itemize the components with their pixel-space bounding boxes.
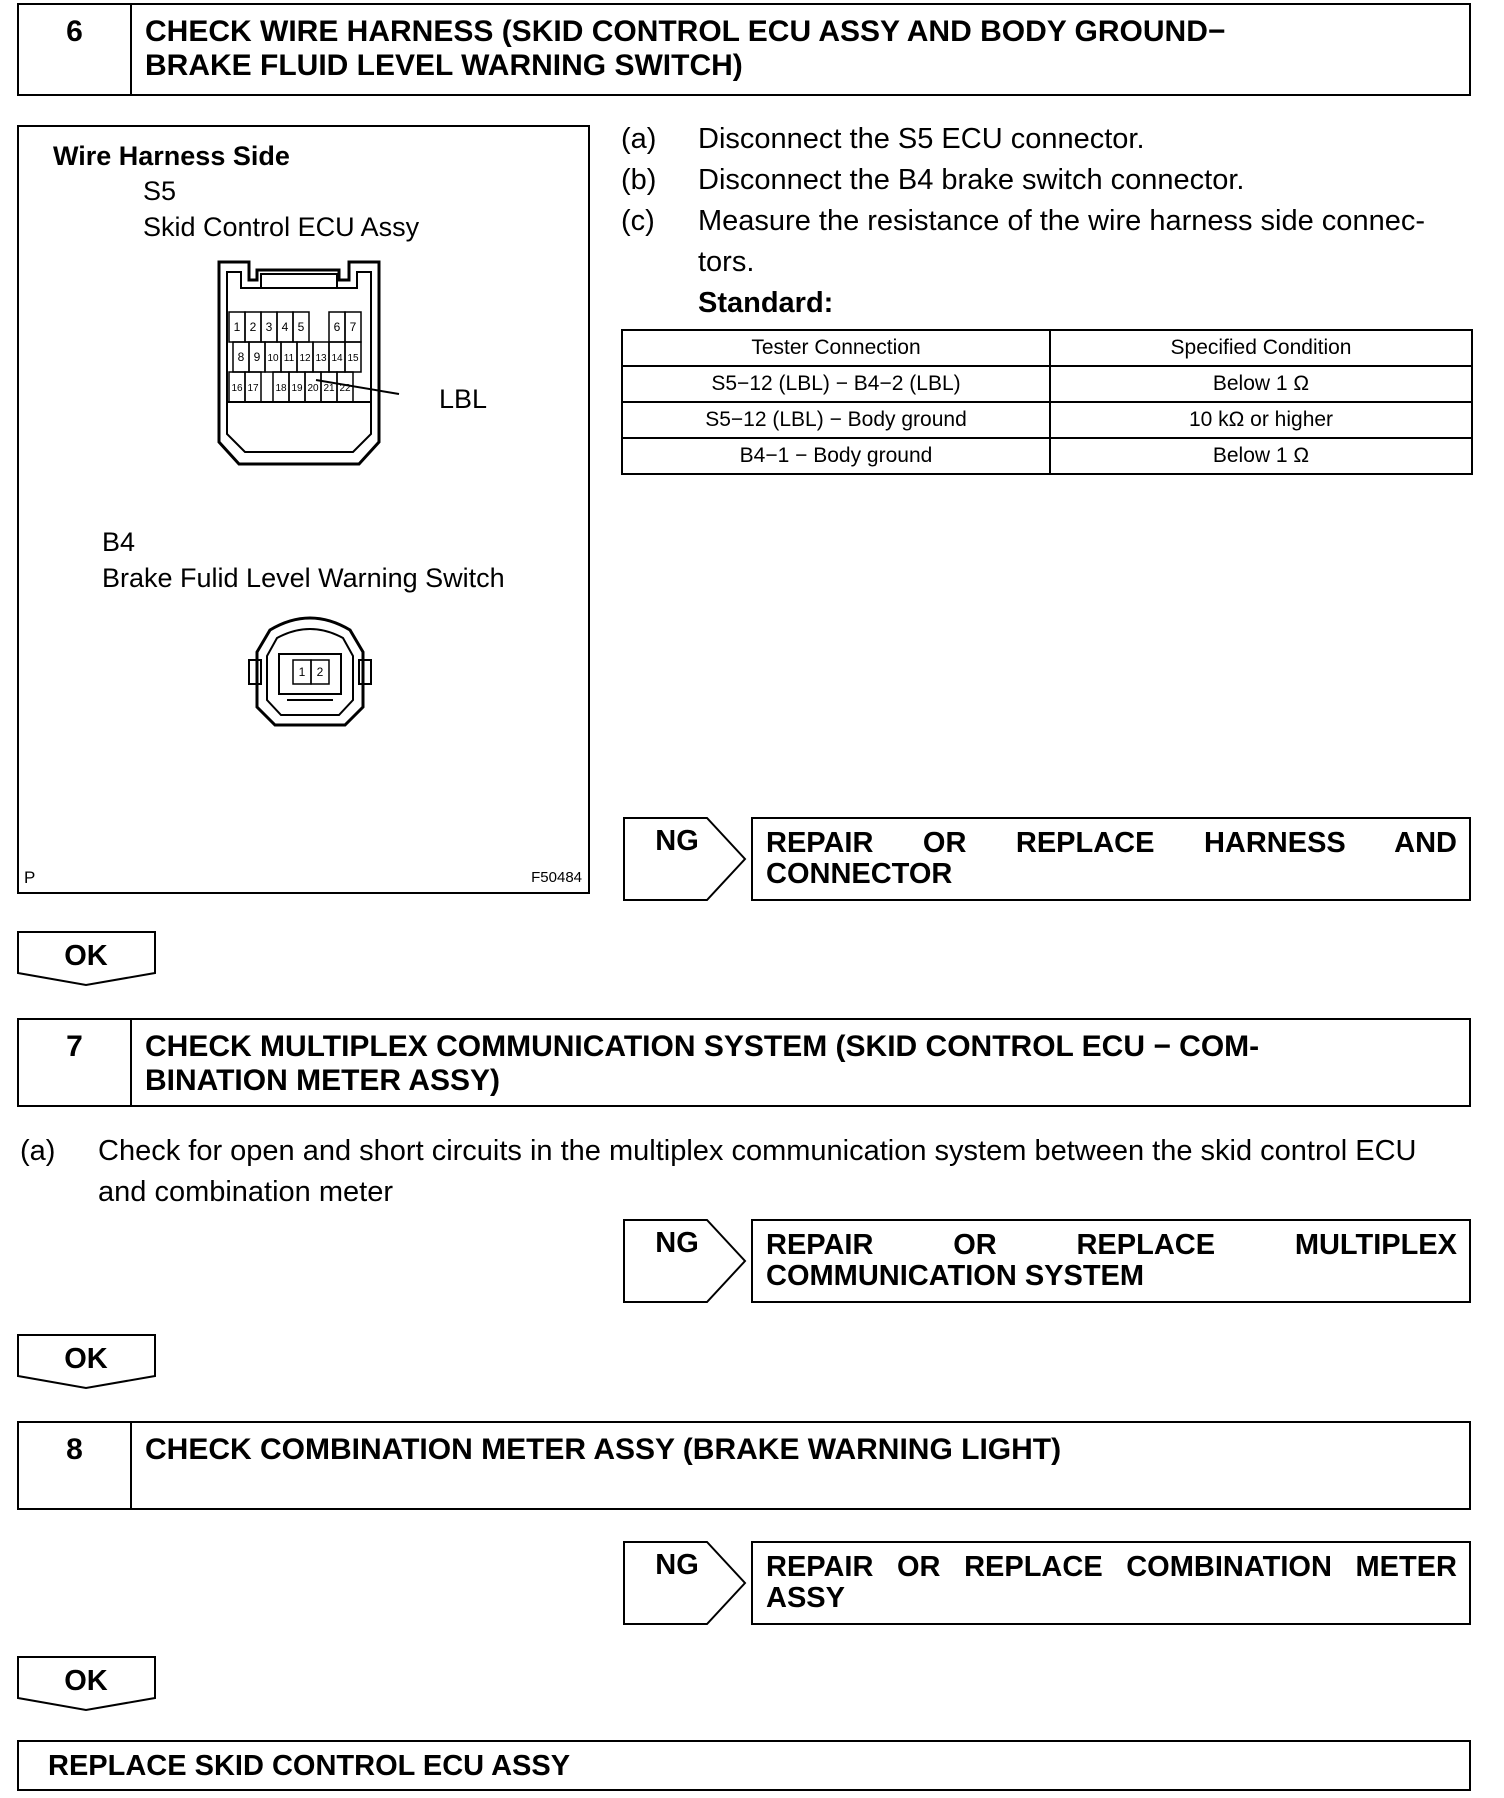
b4-pin: 2: [316, 665, 324, 679]
step7-a-text-cont: and combination meter: [98, 1176, 393, 1208]
b4-code: B4: [102, 527, 136, 557]
step8-ok-arrow: [17, 1656, 157, 1712]
step6-a-text: Disconnect the S5 ECU connector.: [698, 123, 1145, 155]
s5-pin: 20: [307, 383, 319, 394]
step7-number: 7: [19, 1020, 132, 1105]
step8-ng-result: [766, 1552, 1457, 1614]
step6-ng-result-line2: CONNECTOR: [766, 858, 953, 890]
step6-ng-result-line1: REPAIR OR REPLACE HARNESS AND: [766, 827, 1457, 859]
b4-connector-diagram: [235, 612, 385, 732]
step6-b-marker: (b): [621, 164, 657, 196]
step6-c-marker: (c): [621, 205, 655, 237]
table-row: [622, 402, 1472, 438]
b4-pin: 1: [298, 665, 306, 679]
s5-pin: 1: [233, 320, 241, 334]
step6-ng-result-box: [751, 817, 1471, 901]
table-cell: S5−12 (LBL) − B4−2 (LBL): [622, 366, 1050, 402]
step7-a-marker: (a): [20, 1135, 56, 1167]
step6-a-marker: (a): [621, 123, 657, 155]
step6-ok-label: OK: [64, 940, 108, 972]
standard-label: Standard:: [698, 287, 834, 319]
s5-pin: 22: [339, 383, 351, 394]
step6-ok-arrow: [17, 931, 157, 987]
step7-ng-result: [766, 1230, 1457, 1292]
figure-id: F50484: [531, 869, 582, 886]
s5-pin: 12: [299, 353, 311, 364]
step8-ng-result-line1: REPAIR OR REPLACE COMBINATION METER: [766, 1551, 1457, 1583]
s5-pin: 2: [249, 320, 257, 334]
table-cell: B4−1 − Body ground: [622, 438, 1050, 474]
step6-number: 6: [19, 5, 132, 94]
s5-pin: 17: [247, 383, 259, 394]
s5-pin: 3: [265, 320, 273, 334]
step7-ok-arrow: [17, 1334, 157, 1390]
s5-pin: 13: [315, 353, 327, 364]
figure-heading: Wire Harness Side: [53, 141, 290, 171]
step7-ng-label: NG: [655, 1227, 699, 1259]
step8-ok-label: OK: [64, 1665, 108, 1697]
step7-title: CHECK MULTIPLEX COMMUNICATION SYSTEM (SKID CONTROL ECU − COM- BINATION METER ASSY): [145, 1030, 1260, 1097]
s5-pin: 21: [323, 383, 335, 394]
table-header: Specified Condition: [1050, 330, 1472, 366]
s5-pin: 8: [237, 350, 245, 364]
s5-pin: 16: [231, 383, 243, 394]
step8-ng-result-line2: ASSY: [766, 1582, 845, 1614]
s5-connector-diagram: [209, 252, 519, 472]
s5-pin: 6: [333, 320, 341, 334]
step6-ng-arrow: [623, 817, 747, 901]
step7-ng-arrow: [623, 1219, 747, 1303]
s5-pin: 10: [267, 353, 279, 364]
b4-name: Brake Fulid Level Warning Switch: [102, 563, 505, 593]
s5-pin: 5: [297, 320, 305, 334]
step6-ng-label: NG: [655, 825, 699, 857]
final-action-box: [17, 1740, 1471, 1791]
s5-name: Skid Control ECU Assy: [143, 212, 420, 242]
step7-header: [17, 1018, 1471, 1107]
table-row: [622, 366, 1472, 402]
s5-pin: 11: [283, 353, 295, 364]
step7-ok-label: OK: [64, 1343, 108, 1375]
step6-c-text-cont: tors.: [698, 246, 755, 278]
s5-pin: 14: [331, 353, 343, 364]
final-action-text: REPLACE SKID CONTROL ECU ASSY: [48, 1750, 571, 1782]
step8-ng-label: NG: [655, 1549, 699, 1581]
step6-ng-result: [766, 828, 1457, 890]
step7-a-text: Check for open and short circuits in the multiplex communication system between the skid control ECU: [98, 1135, 1417, 1167]
s5-pin: 15: [347, 353, 359, 364]
table-cell: Below 1 Ω: [1050, 366, 1472, 402]
step6-b-text: Disconnect the B4 brake switch connector.: [698, 164, 1245, 196]
table-cell: 10 kΩ or higher: [1050, 402, 1472, 438]
s5-pin: 7: [349, 320, 357, 334]
step8-number: 8: [19, 1423, 132, 1508]
table-row: [622, 438, 1472, 474]
s5-pin: 4: [281, 320, 289, 334]
step7-ng-result-line2: COMMUNICATION SYSTEM: [766, 1260, 1145, 1292]
step6-title: CHECK WIRE HARNESS (SKID CONTROL ECU ASSY AND BODY GROUND− BRAKE FLUID LEVEL WARNING SWITCH): [145, 15, 1226, 82]
step7-ng-result-box: [751, 1219, 1471, 1303]
s5-pin: 19: [291, 383, 303, 394]
step6-header: [17, 3, 1471, 96]
resistance-spec-table: [621, 329, 1473, 475]
s5-pin: 18: [275, 383, 287, 394]
figure-corner-label: P: [24, 868, 36, 887]
table-header: Tester Connection: [622, 330, 1050, 366]
step7-ng-result-line1: REPAIR OR REPLACE MULTIPLEX: [766, 1229, 1457, 1261]
step8-ng-arrow: [623, 1541, 747, 1625]
table-cell: Below 1 Ω: [1050, 438, 1472, 474]
lbl-wire-label: LBL: [439, 384, 488, 414]
s5-pin: 9: [253, 350, 261, 364]
table-header-row: [622, 330, 1472, 366]
s5-code: S5: [143, 176, 177, 206]
step8-ng-result-box: [751, 1541, 1471, 1625]
step6-c-text: Measure the resistance of the wire harness side connec-: [698, 205, 1425, 237]
table-cell: S5−12 (LBL) − Body ground: [622, 402, 1050, 438]
step8-header: [17, 1421, 1471, 1510]
wire-harness-figure: [17, 125, 590, 894]
step8-title: CHECK COMBINATION METER ASSY (BRAKE WARNING LIGHT): [145, 1433, 1062, 1466]
